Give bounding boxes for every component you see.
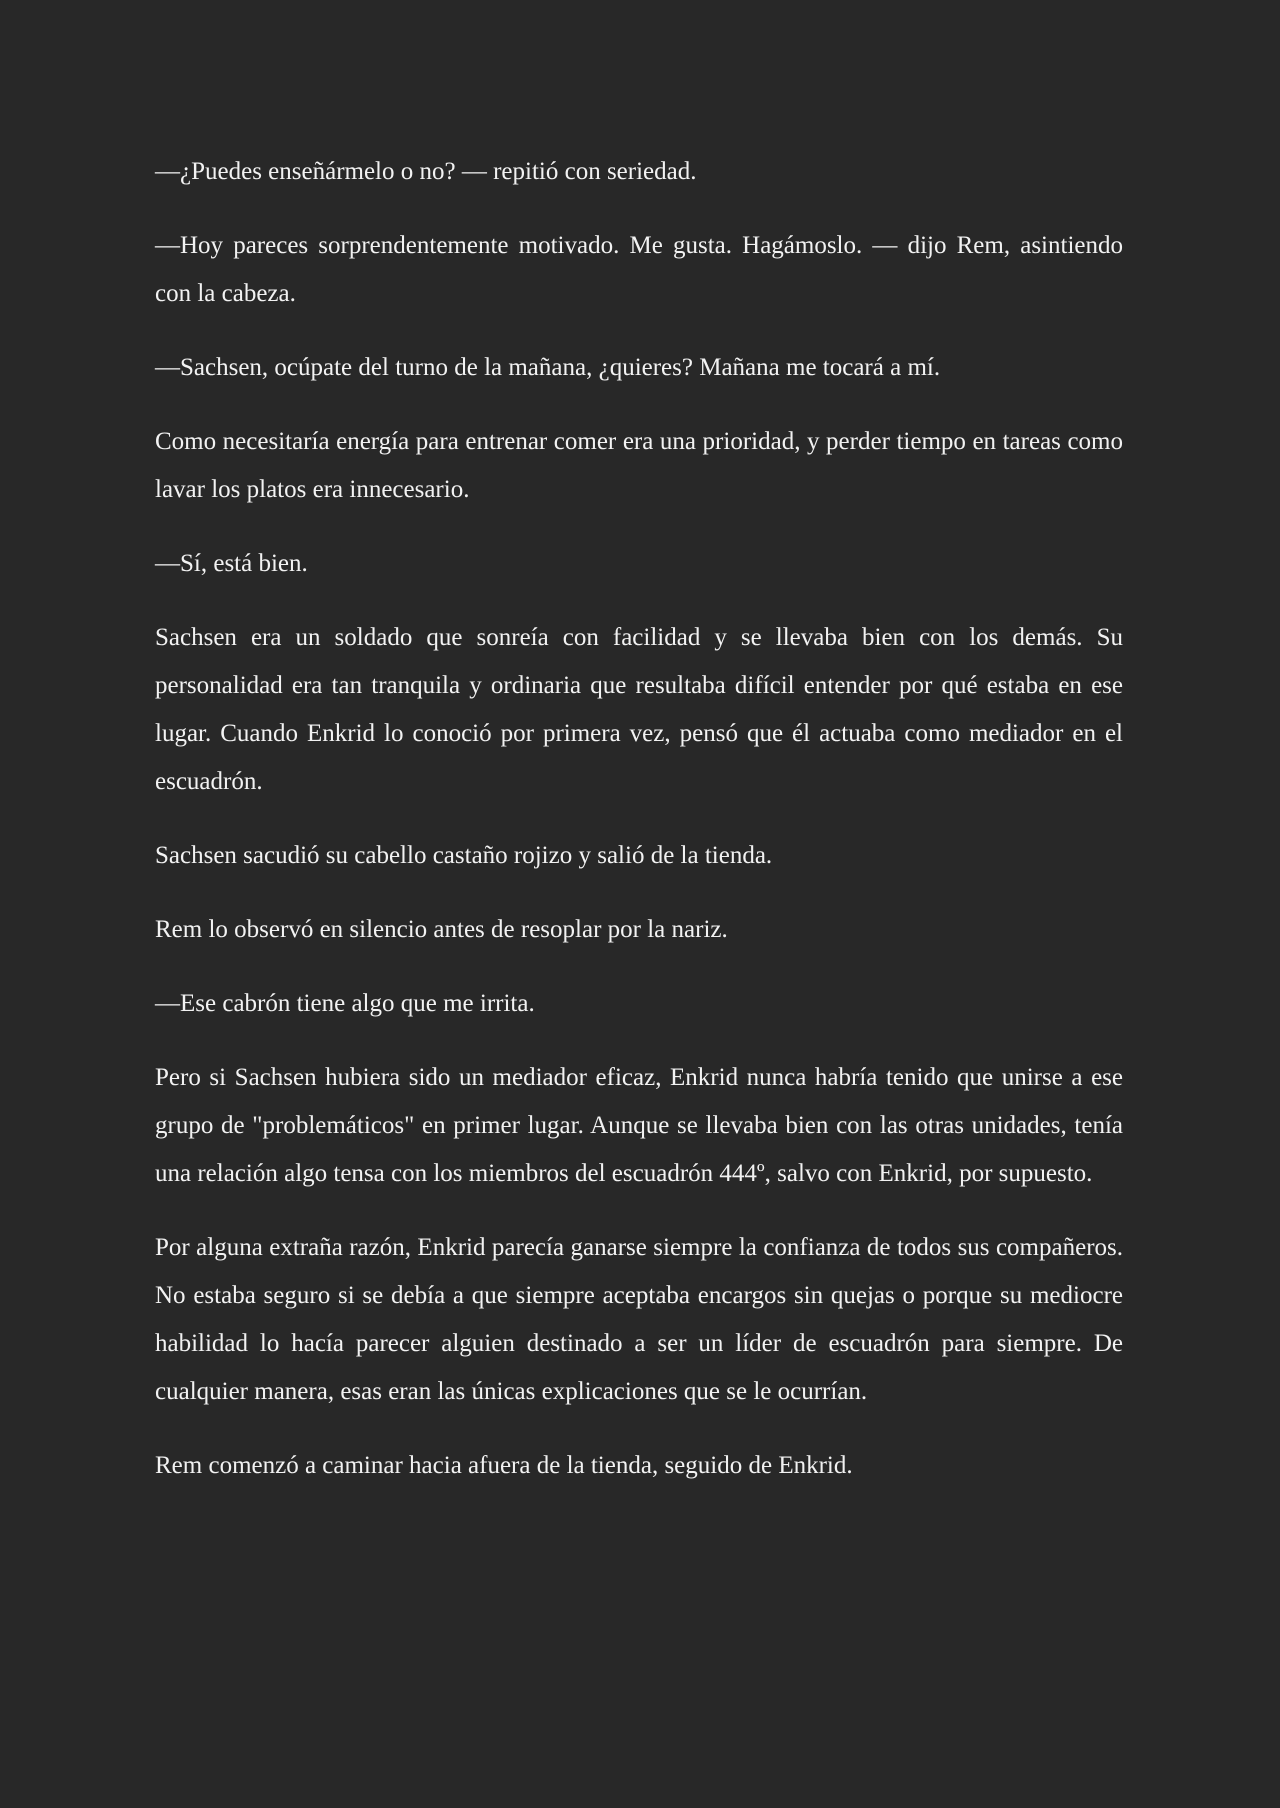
paragraph: —Sí, está bien. [155,550,308,577]
paragraph: Por alguna extraña razón, Enkrid parecía ganarse siempre la confianza de todos sus compañeros. No estaba seguro si se debía a que siempre aceptaba encargos sin quejas o porque su mediocre habilidad lo hacía parecer alguien destinado a ser un líder de escuadrón para siempre. De cualquier manera, esas eran las únicas explicaciones que se le ocurrían. [155,1234,1123,1405]
paragraph: Pero si Sachsen hubiera sido un mediador eficaz, Enkrid nunca habría tenido que unirse a ese grupo de "problemáticos" en primer lugar. Aunque se llevaba bien con las otras unidades, tenía una relación algo tensa con los miembros del escuadrón 444º, salvo con Enkrid, por supuesto. [155,1064,1123,1187]
paragraph: —¿Puedes enseñármelo o no? — repitió con seriedad. [155,158,697,185]
paragraph: Sachsen sacudió su cabello castaño rojizo y salió de la tienda. [155,842,773,869]
paragraph: —Ese cabrón tiene algo que me irrita. [155,990,535,1017]
paragraph: —Hoy pareces sorprendentemente motivado. Me gusta. Hagámoslo. — dijo Rem, asintiendo con la cabeza. [155,232,1123,307]
paragraph: Rem comenzó a caminar hacia afuera de la tienda, seguido de Enkrid. [155,1452,853,1479]
paragraph: Como necesitaría energía para entrenar comer era una prioridad, y perder tiempo en tareas como lavar los platos era innecesario. [155,428,1123,503]
chapter-text [155,148,1123,1516]
paragraph: —Sachsen, ocúpate del turno de la mañana, ¿quieres? Mañana me tocará a mí. [155,354,941,381]
paragraph: Sachsen era un soldado que sonreía con facilidad y se llevaba bien con los demás. Su personalidad era tan tranquila y ordinaria que resultaba difícil entender por qué estaba en ese lugar. Cuando Enkrid lo conoció por primera vez, pensó que él actuaba como mediador en el escuadrón. [155,624,1123,795]
paragraph: Rem lo observó en silencio antes de resoplar por la nariz. [155,916,728,943]
